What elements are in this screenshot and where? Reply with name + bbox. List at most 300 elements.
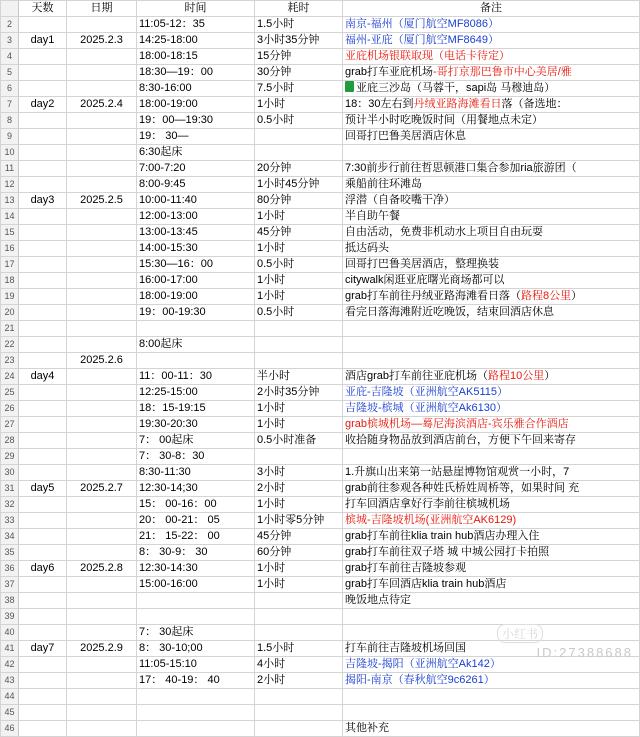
table-row[interactable] xyxy=(1,385,640,401)
duration-cell[interactable]: 0.5小时 xyxy=(255,257,343,273)
date-cell[interactable] xyxy=(67,465,137,481)
row-number: 39 xyxy=(1,609,19,625)
day-cell[interactable] xyxy=(19,321,67,337)
day-cell[interactable] xyxy=(19,657,67,673)
time-cell[interactable]: 18:00-19:00 xyxy=(137,97,255,113)
row-number: 30 xyxy=(1,465,19,481)
time-cell[interactable]: 13:00-13:45 xyxy=(137,225,255,241)
table-row[interactable] xyxy=(1,353,640,369)
time-cell[interactable]: 11：00-11：30 xyxy=(137,369,255,385)
time-cell[interactable]: 15:00-16:00 xyxy=(137,577,255,593)
duration-cell[interactable]: 1小时45分钟 xyxy=(255,177,343,193)
date-cell[interactable] xyxy=(67,529,137,545)
table-row[interactable] xyxy=(1,481,640,497)
table-row[interactable] xyxy=(1,65,640,81)
note-cell[interactable] xyxy=(343,721,640,737)
note-cell[interactable] xyxy=(343,273,640,289)
table-row[interactable] xyxy=(1,289,640,305)
duration-cell[interactable]: 1小时 xyxy=(255,241,343,257)
time-cell[interactable]: 7： 30-8：30 xyxy=(137,449,255,465)
time-cell[interactable]: 18：15-19:15 xyxy=(137,401,255,417)
duration-cell[interactable]: 半小时 xyxy=(255,369,343,385)
date-cell[interactable] xyxy=(67,129,137,145)
table-row[interactable] xyxy=(1,305,640,321)
note-cell[interactable] xyxy=(343,33,640,49)
duration-cell[interactable] xyxy=(255,449,343,465)
day-cell[interactable] xyxy=(19,609,67,625)
day-cell[interactable] xyxy=(19,289,67,305)
time-cell[interactable]: 12:25-15:00 xyxy=(137,385,255,401)
note-text: 回哥打巴鲁美居酒店，整理换装 xyxy=(345,258,499,270)
note-text: 亚庇三沙岛（马蓉干，sapi岛 马穆迪岛） xyxy=(356,82,556,94)
date-cell[interactable] xyxy=(67,305,137,321)
time-cell[interactable]: 19：00—19:30 xyxy=(137,113,255,129)
note-text: 收拾随身物品放到酒店前台，方便下午回来寄存 xyxy=(345,434,576,446)
table-row[interactable] xyxy=(1,225,640,241)
note-text: 槟城-吉隆坡机场(亚洲航空AK6129) xyxy=(345,514,517,526)
day-cell[interactable]: day6 xyxy=(19,561,67,577)
note-cell[interactable] xyxy=(343,177,640,193)
note-text: citywalk闲逛亚庇曙光商场都可以 xyxy=(345,274,505,286)
time-cell[interactable]: 19：00-19:30 xyxy=(137,305,255,321)
time-cell[interactable]: 18:00-18:15 xyxy=(137,49,255,65)
note-cell[interactable] xyxy=(343,145,640,161)
day-cell[interactable] xyxy=(19,625,67,641)
date-cell[interactable] xyxy=(67,721,137,737)
row-number: 31 xyxy=(1,481,19,497)
day-cell[interactable] xyxy=(19,673,67,689)
note-cell[interactable] xyxy=(343,289,640,305)
table-row[interactable] xyxy=(1,609,640,625)
note-text: 亚庇机场银联取现（电话卡待定） xyxy=(345,50,510,62)
note-cell[interactable] xyxy=(343,353,640,369)
table-row[interactable] xyxy=(1,593,640,609)
note-cell[interactable] xyxy=(343,225,640,241)
date-cell[interactable] xyxy=(67,65,137,81)
day-cell[interactable] xyxy=(19,449,67,465)
time-cell[interactable]: 8:30-16:00 xyxy=(137,81,255,97)
table-row[interactable] xyxy=(1,625,640,641)
duration-cell[interactable]: 1小时 xyxy=(255,273,343,289)
time-cell[interactable] xyxy=(137,353,255,369)
note-cell[interactable] xyxy=(343,81,640,97)
row-number: 42 xyxy=(1,657,19,673)
table-row[interactable] xyxy=(1,529,640,545)
time-cell[interactable]: 15： 00-16：00 xyxy=(137,497,255,513)
day-cell[interactable] xyxy=(19,161,67,177)
duration-cell[interactable] xyxy=(255,721,343,737)
duration-cell[interactable]: 2小时 xyxy=(255,481,343,497)
time-cell[interactable]: 18:30—19：00 xyxy=(137,65,255,81)
table-row[interactable] xyxy=(1,545,640,561)
table-row[interactable] xyxy=(1,449,640,465)
note-cell[interactable] xyxy=(343,257,640,273)
time-cell[interactable]: 21： 15-22： 00 xyxy=(137,529,255,545)
duration-cell[interactable]: 1小时 xyxy=(255,97,343,113)
date-cell[interactable] xyxy=(67,369,137,385)
time-cell[interactable]: 15:30—16：00 xyxy=(137,257,255,273)
time-cell[interactable]: 16:00-17:00 xyxy=(137,273,255,289)
table-row[interactable] xyxy=(1,177,640,193)
date-cell[interactable]: 2025.2.5 xyxy=(67,193,137,209)
day-cell[interactable]: day1 xyxy=(19,33,67,49)
note-cell[interactable] xyxy=(343,337,640,353)
note-text: 揭阳-南京（春秋航空9c6261） xyxy=(345,674,495,686)
time-cell[interactable]: 11:05-15:10 xyxy=(137,657,255,673)
table-row[interactable] xyxy=(1,641,640,657)
note-cell[interactable] xyxy=(343,497,640,513)
day-cell[interactable] xyxy=(19,65,67,81)
day-cell[interactable]: day3 xyxy=(19,193,67,209)
table-row[interactable] xyxy=(1,689,640,705)
duration-cell[interactable] xyxy=(255,321,343,337)
time-cell[interactable]: 8:00起床 xyxy=(137,337,255,353)
table-row[interactable] xyxy=(1,561,640,577)
date-cell[interactable] xyxy=(67,513,137,529)
day-cell[interactable] xyxy=(19,49,67,65)
day-cell[interactable] xyxy=(19,177,67,193)
note-cell[interactable] xyxy=(343,417,640,433)
time-cell[interactable]: 14:25-18:00 xyxy=(137,33,255,49)
time-cell[interactable]: 6:30起床 xyxy=(137,145,255,161)
day-cell[interactable] xyxy=(19,433,67,449)
time-cell[interactable]: 19： 30— xyxy=(137,129,255,145)
date-cell[interactable]: 2025.2.6 xyxy=(67,353,137,369)
day-cell[interactable] xyxy=(19,545,67,561)
note-cell[interactable] xyxy=(343,577,640,593)
row-number: 7 xyxy=(1,97,19,113)
duration-cell[interactable] xyxy=(255,337,343,353)
note-cell[interactable] xyxy=(343,369,640,385)
table-row[interactable] xyxy=(1,577,640,593)
date-cell[interactable] xyxy=(67,625,137,641)
duration-cell[interactable] xyxy=(255,593,343,609)
row-number: 45 xyxy=(1,705,19,721)
day-cell[interactable]: day4 xyxy=(19,369,67,385)
table-row[interactable] xyxy=(1,321,640,337)
note-cell[interactable] xyxy=(343,673,640,689)
time-cell[interactable]: 12:30-14;30 xyxy=(137,481,255,497)
time-cell[interactable] xyxy=(137,705,255,721)
time-cell[interactable] xyxy=(137,321,255,337)
time-cell[interactable]: 8:00-9:45 xyxy=(137,177,255,193)
duration-cell[interactable]: 60分钟 xyxy=(255,545,343,561)
day-cell[interactable] xyxy=(19,513,67,529)
date-cell[interactable] xyxy=(67,417,137,433)
day-cell[interactable] xyxy=(19,225,67,241)
note-cell[interactable] xyxy=(343,321,640,337)
time-cell[interactable]: 17： 40-19： 40 xyxy=(137,673,255,689)
day-cell[interactable] xyxy=(19,497,67,513)
day-cell[interactable] xyxy=(19,465,67,481)
table-row[interactable] xyxy=(1,673,640,689)
note-cell[interactable] xyxy=(343,97,640,113)
day-cell[interactable] xyxy=(19,401,67,417)
note-cell[interactable] xyxy=(343,465,640,481)
table-row[interactable] xyxy=(1,401,640,417)
day-cell[interactable] xyxy=(19,257,67,273)
time-cell[interactable]: 11:05-12：35 xyxy=(137,17,255,33)
duration-cell[interactable] xyxy=(255,705,343,721)
note-cell[interactable] xyxy=(343,65,640,81)
duration-cell[interactable]: 1小时零5分钟 xyxy=(255,513,343,529)
note-cell[interactable] xyxy=(343,513,640,529)
table-row[interactable] xyxy=(1,49,640,65)
note-cell[interactable] xyxy=(343,529,640,545)
note-cell[interactable] xyxy=(343,705,640,721)
date-cell[interactable] xyxy=(67,385,137,401)
row-number: 8 xyxy=(1,113,19,129)
note-cell[interactable] xyxy=(343,385,640,401)
day-cell[interactable] xyxy=(19,305,67,321)
table-row[interactable] xyxy=(1,33,640,49)
duration-cell[interactable]: 1小时 xyxy=(255,209,343,225)
table-row[interactable] xyxy=(1,657,640,673)
note-cell[interactable] xyxy=(343,561,640,577)
date-cell[interactable] xyxy=(67,433,137,449)
date-cell[interactable] xyxy=(67,161,137,177)
date-cell[interactable] xyxy=(67,577,137,593)
duration-cell[interactable]: 1小时 xyxy=(255,417,343,433)
date-cell[interactable]: 2025.2.9 xyxy=(67,641,137,657)
note-cell[interactable] xyxy=(343,689,640,705)
column-header xyxy=(1,1,19,17)
table-row[interactable] xyxy=(1,721,640,737)
day-cell[interactable] xyxy=(19,209,67,225)
duration-cell[interactable] xyxy=(255,353,343,369)
day-cell[interactable] xyxy=(19,529,67,545)
time-cell[interactable] xyxy=(137,721,255,737)
table-row[interactable] xyxy=(1,209,640,225)
day-cell[interactable]: day5 xyxy=(19,481,67,497)
note-text: 回哥打巴鲁美居酒店休息 xyxy=(345,130,466,142)
table-row[interactable] xyxy=(1,273,640,289)
day-cell[interactable] xyxy=(19,689,67,705)
table-row[interactable] xyxy=(1,81,640,97)
duration-cell[interactable] xyxy=(255,129,343,145)
date-cell[interactable] xyxy=(67,657,137,673)
duration-cell[interactable]: 0.5小时准备 xyxy=(255,433,343,449)
time-cell[interactable]: 8:30-11:30 xyxy=(137,465,255,481)
time-cell[interactable]: 10:00-11:40 xyxy=(137,193,255,209)
day-cell[interactable] xyxy=(19,145,67,161)
table-row[interactable] xyxy=(1,145,640,161)
date-cell[interactable] xyxy=(67,17,137,33)
time-cell[interactable]: 7:00-7:20 xyxy=(137,161,255,177)
note-cell[interactable] xyxy=(343,433,640,449)
table-row[interactable] xyxy=(1,417,640,433)
note-cell[interactable] xyxy=(343,625,640,641)
day-cell[interactable] xyxy=(19,721,67,737)
date-cell[interactable] xyxy=(67,49,137,65)
table-row[interactable] xyxy=(1,193,640,209)
note-cell[interactable] xyxy=(343,209,640,225)
date-cell[interactable] xyxy=(67,81,137,97)
day-cell[interactable]: day2 xyxy=(19,97,67,113)
duration-cell[interactable] xyxy=(255,689,343,705)
day-cell[interactable] xyxy=(19,129,67,145)
duration-cell[interactable]: 2小时35分钟 xyxy=(255,385,343,401)
duration-cell[interactable]: 1.5小时 xyxy=(255,17,343,33)
date-cell[interactable]: 2025.2.3 xyxy=(67,33,137,49)
table-row[interactable] xyxy=(1,97,640,113)
time-cell[interactable]: 8： 30-10;00 xyxy=(137,641,255,657)
day-cell[interactable] xyxy=(19,273,67,289)
note-text: 亚庇-吉隆坡（亚洲航空AK5115） xyxy=(345,386,508,398)
duration-cell[interactable]: 45分钟 xyxy=(255,225,343,241)
date-cell[interactable] xyxy=(67,321,137,337)
note-cell[interactable] xyxy=(343,401,640,417)
duration-cell[interactable]: 1.5小时 xyxy=(255,641,343,657)
date-cell[interactable]: 2025.2.4 xyxy=(67,97,137,113)
note-cell[interactable] xyxy=(343,609,640,625)
table-row[interactable] xyxy=(1,369,640,385)
duration-cell[interactable] xyxy=(255,625,343,641)
note-cell[interactable] xyxy=(343,305,640,321)
table-row[interactable] xyxy=(1,513,640,529)
date-cell[interactable] xyxy=(67,241,137,257)
table-row[interactable] xyxy=(1,113,640,129)
duration-cell[interactable]: 4小时 xyxy=(255,657,343,673)
date-cell[interactable]: 2025.2.7 xyxy=(67,481,137,497)
note-cell[interactable] xyxy=(343,545,640,561)
note-text: 其他补充 xyxy=(345,722,389,734)
time-cell[interactable]: 19:30-20:30 xyxy=(137,417,255,433)
note-cell[interactable] xyxy=(343,481,640,497)
note-cell[interactable] xyxy=(343,593,640,609)
note-cell[interactable] xyxy=(343,657,640,673)
duration-cell[interactable]: 15分钟 xyxy=(255,49,343,65)
date-cell[interactable] xyxy=(67,449,137,465)
row-number: 10 xyxy=(1,145,19,161)
table-row[interactable] xyxy=(1,129,640,145)
duration-cell[interactable]: 1小时 xyxy=(255,289,343,305)
day-cell[interactable] xyxy=(19,705,67,721)
day-cell[interactable] xyxy=(19,113,67,129)
time-cell[interactable]: 12:30-14:30 xyxy=(137,561,255,577)
date-cell[interactable] xyxy=(67,209,137,225)
date-cell[interactable] xyxy=(67,401,137,417)
date-cell[interactable] xyxy=(67,593,137,609)
date-cell[interactable] xyxy=(67,289,137,305)
row-number: 24 xyxy=(1,369,19,385)
note-cell[interactable] xyxy=(343,241,640,257)
day-cell[interactable] xyxy=(19,577,67,593)
table-row[interactable] xyxy=(1,161,640,177)
date-cell[interactable] xyxy=(67,113,137,129)
duration-cell[interactable]: 20分钟 xyxy=(255,161,343,177)
day-cell[interactable] xyxy=(19,593,67,609)
note-cell[interactable] xyxy=(343,161,640,177)
date-cell[interactable] xyxy=(67,609,137,625)
duration-cell[interactable]: 1小时 xyxy=(255,497,343,513)
duration-cell[interactable]: 0.5小时 xyxy=(255,113,343,129)
row-number: 5 xyxy=(1,65,19,81)
table-row[interactable] xyxy=(1,257,640,273)
table-row[interactable] xyxy=(1,241,640,257)
note-cell[interactable] xyxy=(343,129,640,145)
note-cell[interactable] xyxy=(343,17,640,33)
time-cell[interactable]: 20： 00-21： 05 xyxy=(137,513,255,529)
row-number: 40 xyxy=(1,625,19,641)
duration-cell[interactable]: 3小时35分钟 xyxy=(255,33,343,49)
duration-cell[interactable]: 80分钟 xyxy=(255,193,343,209)
table-row[interactable] xyxy=(1,465,640,481)
date-cell[interactable] xyxy=(67,273,137,289)
date-cell[interactable] xyxy=(67,177,137,193)
date-cell[interactable] xyxy=(67,497,137,513)
duration-cell[interactable]: 1小时 xyxy=(255,401,343,417)
date-cell[interactable]: 2025.2.8 xyxy=(67,561,137,577)
duration-cell[interactable]: 30分钟 xyxy=(255,65,343,81)
date-cell[interactable] xyxy=(67,689,137,705)
time-cell[interactable]: 12:00-13:00 xyxy=(137,209,255,225)
day-cell[interactable] xyxy=(19,417,67,433)
duration-cell[interactable]: 1小时 xyxy=(255,561,343,577)
date-cell[interactable] xyxy=(67,545,137,561)
table-row[interactable] xyxy=(1,497,640,513)
time-cell[interactable]: 8： 30-9： 30 xyxy=(137,545,255,561)
duration-cell[interactable]: 7.5小时 xyxy=(255,81,343,97)
date-cell[interactable] xyxy=(67,673,137,689)
duration-cell[interactable]: 45分钟 xyxy=(255,529,343,545)
note-cell[interactable] xyxy=(343,193,640,209)
time-cell[interactable]: 7： 00起床 xyxy=(137,433,255,449)
note-text: 浮潜（自备咬嘴干净） xyxy=(345,194,455,206)
day-cell[interactable] xyxy=(19,241,67,257)
duration-cell[interactable]: 2小时 xyxy=(255,673,343,689)
duration-cell[interactable] xyxy=(255,609,343,625)
table-row[interactable] xyxy=(1,17,640,33)
day-cell[interactable] xyxy=(19,353,67,369)
time-cell[interactable] xyxy=(137,609,255,625)
date-cell[interactable] xyxy=(67,225,137,241)
day-cell[interactable] xyxy=(19,337,67,353)
note-text: 打车前往吉隆坡机场回国 xyxy=(345,642,466,654)
row-number: 14 xyxy=(1,209,19,225)
table-row[interactable] xyxy=(1,433,640,449)
note-cell[interactable] xyxy=(343,449,640,465)
watermark-text: ID:27388688 xyxy=(536,645,633,660)
date-cell[interactable] xyxy=(67,257,137,273)
note-text: 福州-亚庇（厦门航空MF8649） xyxy=(345,34,500,46)
note-text: 7:30前步行前往哲思顿港口集合参加ria旅游团（ xyxy=(345,162,577,174)
time-cell[interactable]: 7： 30起床 xyxy=(137,625,255,641)
time-cell[interactable] xyxy=(137,593,255,609)
day-cell[interactable]: day7 xyxy=(19,641,67,657)
duration-cell[interactable]: 0.5小时 xyxy=(255,305,343,321)
time-cell[interactable] xyxy=(137,689,255,705)
time-cell[interactable]: 18:00-19:00 xyxy=(137,289,255,305)
date-cell[interactable] xyxy=(67,337,137,353)
day-cell[interactable] xyxy=(19,17,67,33)
day-cell[interactable] xyxy=(19,81,67,97)
duration-cell[interactable]: 3小时 xyxy=(255,465,343,481)
duration-cell[interactable] xyxy=(255,145,343,161)
table-row[interactable] xyxy=(1,337,640,353)
time-cell[interactable]: 14:00-15:30 xyxy=(137,241,255,257)
date-cell[interactable] xyxy=(67,705,137,721)
table-row[interactable] xyxy=(1,705,640,721)
note-cell[interactable] xyxy=(343,113,640,129)
row-number: 20 xyxy=(1,305,19,321)
duration-cell[interactable]: 1小时 xyxy=(255,577,343,593)
day-cell[interactable] xyxy=(19,385,67,401)
row-number: 44 xyxy=(1,689,19,705)
date-cell[interactable] xyxy=(67,145,137,161)
note-cell[interactable] xyxy=(343,49,640,65)
note-cell[interactable] xyxy=(343,641,640,657)
